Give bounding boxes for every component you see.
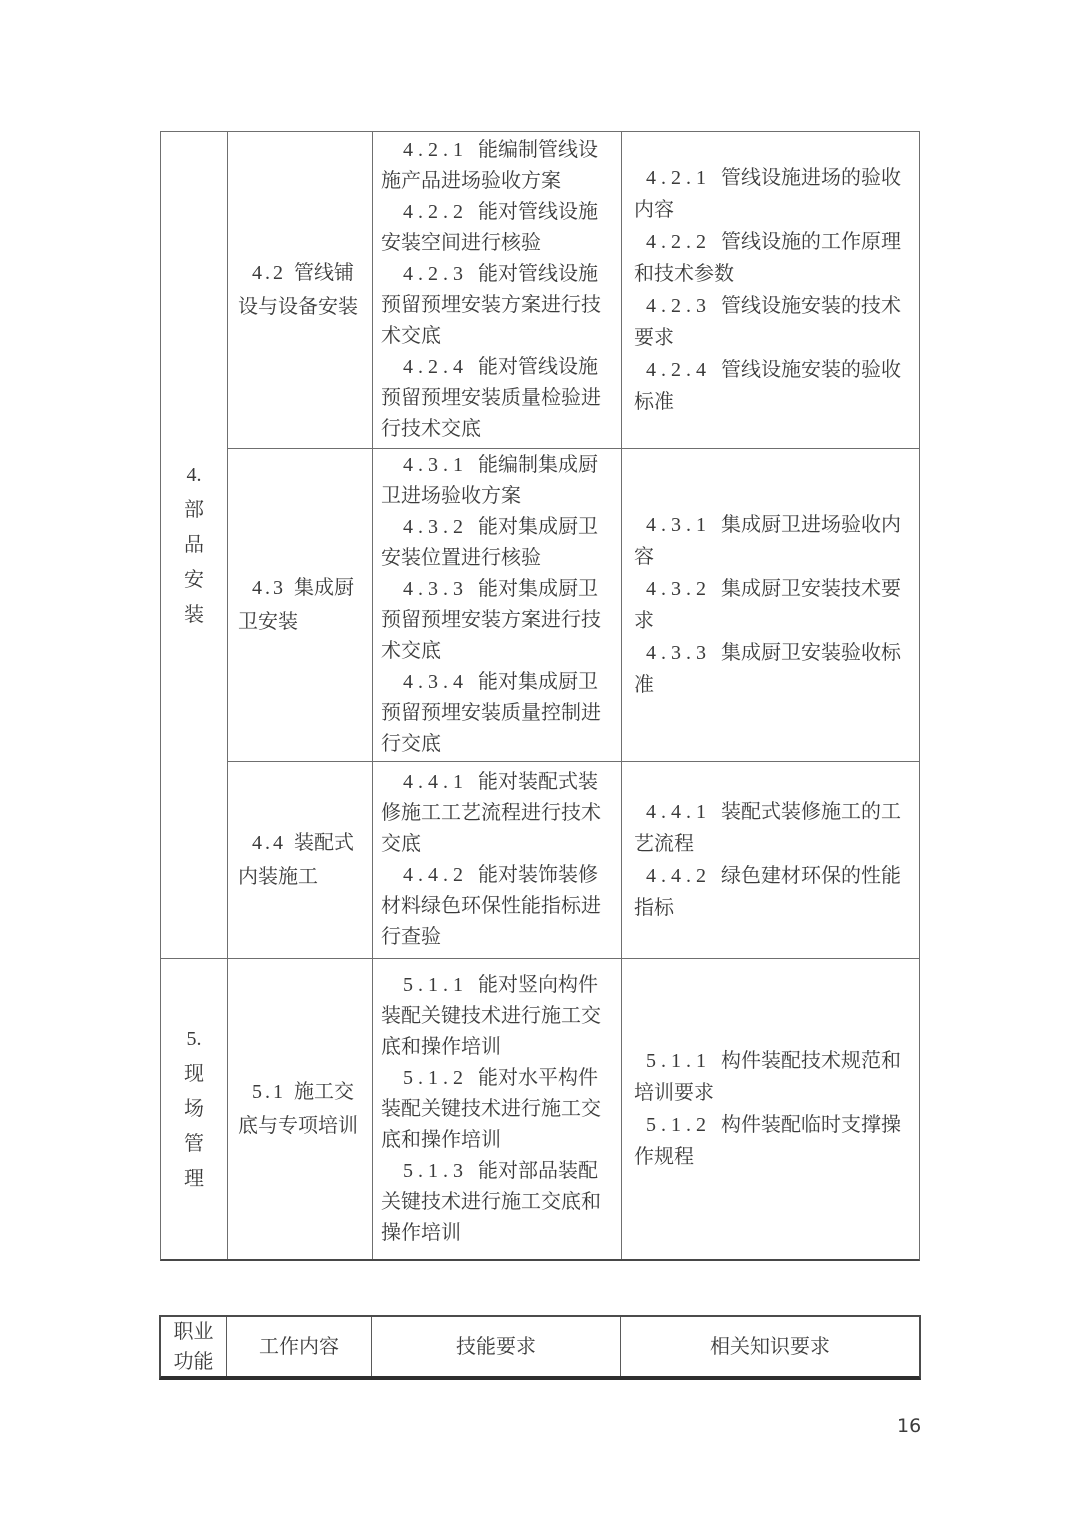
item-text: 集成厨卫安装 <box>238 577 354 633</box>
item-text: 管线铺设与设备安装 <box>238 262 358 318</box>
knowledge-item <box>634 226 919 290</box>
skill-item <box>381 197 613 259</box>
item-code: 4.3.1 <box>646 514 711 536</box>
item-code: 5.1.2 <box>646 1114 711 1136</box>
item-code: 5.1.1 <box>646 1050 711 1072</box>
item-text: 能对水平构件装配关键技术进行施工交底和操作培训 <box>381 1066 601 1151</box>
function-label-line: 部 <box>184 498 204 521</box>
item-text: 管线设施安装的验收标准 <box>634 359 901 413</box>
function-label-line: 场 <box>184 1097 204 1120</box>
knowledge-item <box>634 162 919 226</box>
item-code: 5.1.2 <box>403 1066 468 1089</box>
skill-item <box>381 450 613 512</box>
function-label-line: 现 <box>184 1062 204 1085</box>
item-text: 能对集成厨卫预留预埋安装方案进行技术交底 <box>381 578 601 662</box>
item-code: 5.1 <box>252 1081 286 1103</box>
knowledge-cell <box>621 449 919 761</box>
item-text: 能对管线设施预留预埋安装质量检验进行技术交底 <box>381 356 601 440</box>
item-text: 能对管线设施安装空间进行核验 <box>381 201 598 254</box>
item-code: 4.2.2 <box>646 231 711 253</box>
item-text: 施工交底与专项培训 <box>238 1081 358 1137</box>
skill-item <box>381 1063 613 1156</box>
section-rows <box>227 132 919 958</box>
skill-item <box>381 259 613 352</box>
header-cell-skill-requirements: 技能要求 <box>371 1317 620 1376</box>
function-label-line: 4. <box>186 463 202 486</box>
main-table <box>160 131 920 1261</box>
item-text: 构件装配临时支撑操作规程 <box>634 1114 901 1168</box>
item-code: 4.2.3 <box>646 295 711 317</box>
knowledge-cell <box>621 132 919 448</box>
function-label-line: 装 <box>184 603 204 626</box>
item-code: 4.4.1 <box>646 801 711 823</box>
function-label-line: 管 <box>184 1132 204 1155</box>
item-text: 集成厨卫安装验收标准 <box>634 642 901 696</box>
item-code: 4.3.2 <box>646 578 711 600</box>
item-text: 管线设施进场的验收内容 <box>634 167 901 221</box>
knowledge-item <box>634 354 919 418</box>
skill-item <box>381 767 613 860</box>
item-text: 管线设施的工作原理和技术参数 <box>634 231 901 285</box>
item-text: 装配式装修施工的工艺流程 <box>634 801 901 855</box>
function-cell <box>161 132 227 958</box>
item-text: 能编制集成厨卫进场验收方案 <box>381 454 598 507</box>
item-code: 4.2.1 <box>646 167 711 189</box>
item-text: 能对装饰装修材料绿色环保性能指标进行查验 <box>381 864 601 948</box>
item-text: 装配式内装施工 <box>238 832 354 888</box>
section-row <box>161 958 919 1259</box>
knowledge-item <box>634 1109 919 1173</box>
item-code: 4.2.4 <box>403 356 468 378</box>
skill-item <box>381 667 613 760</box>
item-code: 4.3.4 <box>403 671 468 693</box>
item-code: 4.2.2 <box>403 201 468 223</box>
knowledge-item <box>634 1045 919 1109</box>
header-cell-knowledge-requirements: 相关知识要求 <box>620 1317 919 1376</box>
item-code: 4.4.2 <box>403 864 468 886</box>
item-code: 5.1.1 <box>403 973 468 996</box>
skill-item <box>381 860 613 953</box>
item-text: 能对装配式装修施工工艺流程进行技术交底 <box>381 771 601 855</box>
item-code: 4.3 <box>252 577 286 599</box>
item-code: 4.3.3 <box>403 578 468 600</box>
item-code: 4.2 <box>252 262 286 284</box>
skill-item <box>381 135 613 197</box>
item-code: 4.2.3 <box>403 263 468 285</box>
knowledge-item <box>634 637 919 701</box>
item-code: 4.4.1 <box>403 771 468 793</box>
work-content-cell <box>227 449 372 761</box>
item-text: 能编制管线设施产品进场验收方案 <box>381 139 598 192</box>
work-content-cell <box>227 132 372 448</box>
knowledge-item <box>634 509 919 573</box>
skills-cell <box>372 762 621 958</box>
item-code: 4.4 <box>252 832 286 854</box>
section-row <box>161 132 919 958</box>
work-content-label <box>238 571 364 639</box>
item-code: 4.3.2 <box>403 516 468 538</box>
table-row <box>227 448 919 761</box>
function-label-line: 理 <box>184 1167 204 1190</box>
skill-item <box>381 1156 613 1249</box>
work-content-label <box>238 256 364 324</box>
skills-cell <box>372 132 621 448</box>
item-text: 构件装配技术规范和培训要求 <box>634 1050 901 1104</box>
item-text: 能对管线设施预留预埋安装方案进行技术交底 <box>381 263 601 347</box>
knowledge-item <box>634 573 919 637</box>
table-row <box>227 132 919 448</box>
function-label-line: 安 <box>184 568 204 591</box>
item-text: 能对竖向构件装配关键技术进行施工交底和操作培训 <box>381 973 601 1058</box>
item-text: 管线设施安装的技术要求 <box>634 295 901 349</box>
knowledge-cell <box>621 959 919 1259</box>
function-cell <box>161 959 227 1259</box>
item-text: 集成厨卫进场验收内容 <box>634 514 901 568</box>
header-cell-work-content: 工作内容 <box>226 1317 371 1376</box>
item-code: 4.2.4 <box>646 359 711 381</box>
function-label-line: 5. <box>186 1027 202 1050</box>
table-row <box>227 761 919 958</box>
skill-item <box>381 574 613 667</box>
skills-cell <box>372 959 621 1259</box>
skill-item <box>381 352 613 445</box>
item-text: 能对部品装配关键技术进行施工交底和操作培训 <box>381 1159 601 1244</box>
work-content-cell <box>227 959 372 1259</box>
knowledge-cell <box>621 762 919 958</box>
item-code: 5.1.3 <box>403 1159 468 1182</box>
knowledge-item <box>634 796 919 860</box>
knowledge-item <box>634 290 919 354</box>
footer-header-table <box>159 1315 921 1380</box>
item-code: 4.4.2 <box>646 865 711 887</box>
work-content-cell <box>227 762 372 958</box>
item-text: 能对集成厨卫预留预埋安装质量控制进行交底 <box>381 671 601 755</box>
section-rows <box>227 959 919 1259</box>
item-code: 4.3.1 <box>403 454 468 476</box>
header-cell-function: 职业功能 <box>173 1320 214 1373</box>
item-text: 集成厨卫安装技术要求 <box>634 578 901 632</box>
item-code: 4.3.3 <box>646 642 711 664</box>
skills-cell <box>372 449 621 761</box>
knowledge-item <box>634 860 919 924</box>
item-code: 4.2.1 <box>403 139 468 161</box>
item-text: 能对集成厨卫安装位置进行核验 <box>381 516 598 569</box>
function-label-line: 品 <box>184 533 204 556</box>
table-row <box>227 959 919 1259</box>
skill-item <box>381 512 613 574</box>
page-number: 16 <box>897 1415 922 1437</box>
skill-item <box>381 970 613 1063</box>
work-content-label <box>238 826 364 894</box>
item-text: 绿色建材环保的性能指标 <box>634 865 901 919</box>
work-content-label <box>238 1075 364 1143</box>
